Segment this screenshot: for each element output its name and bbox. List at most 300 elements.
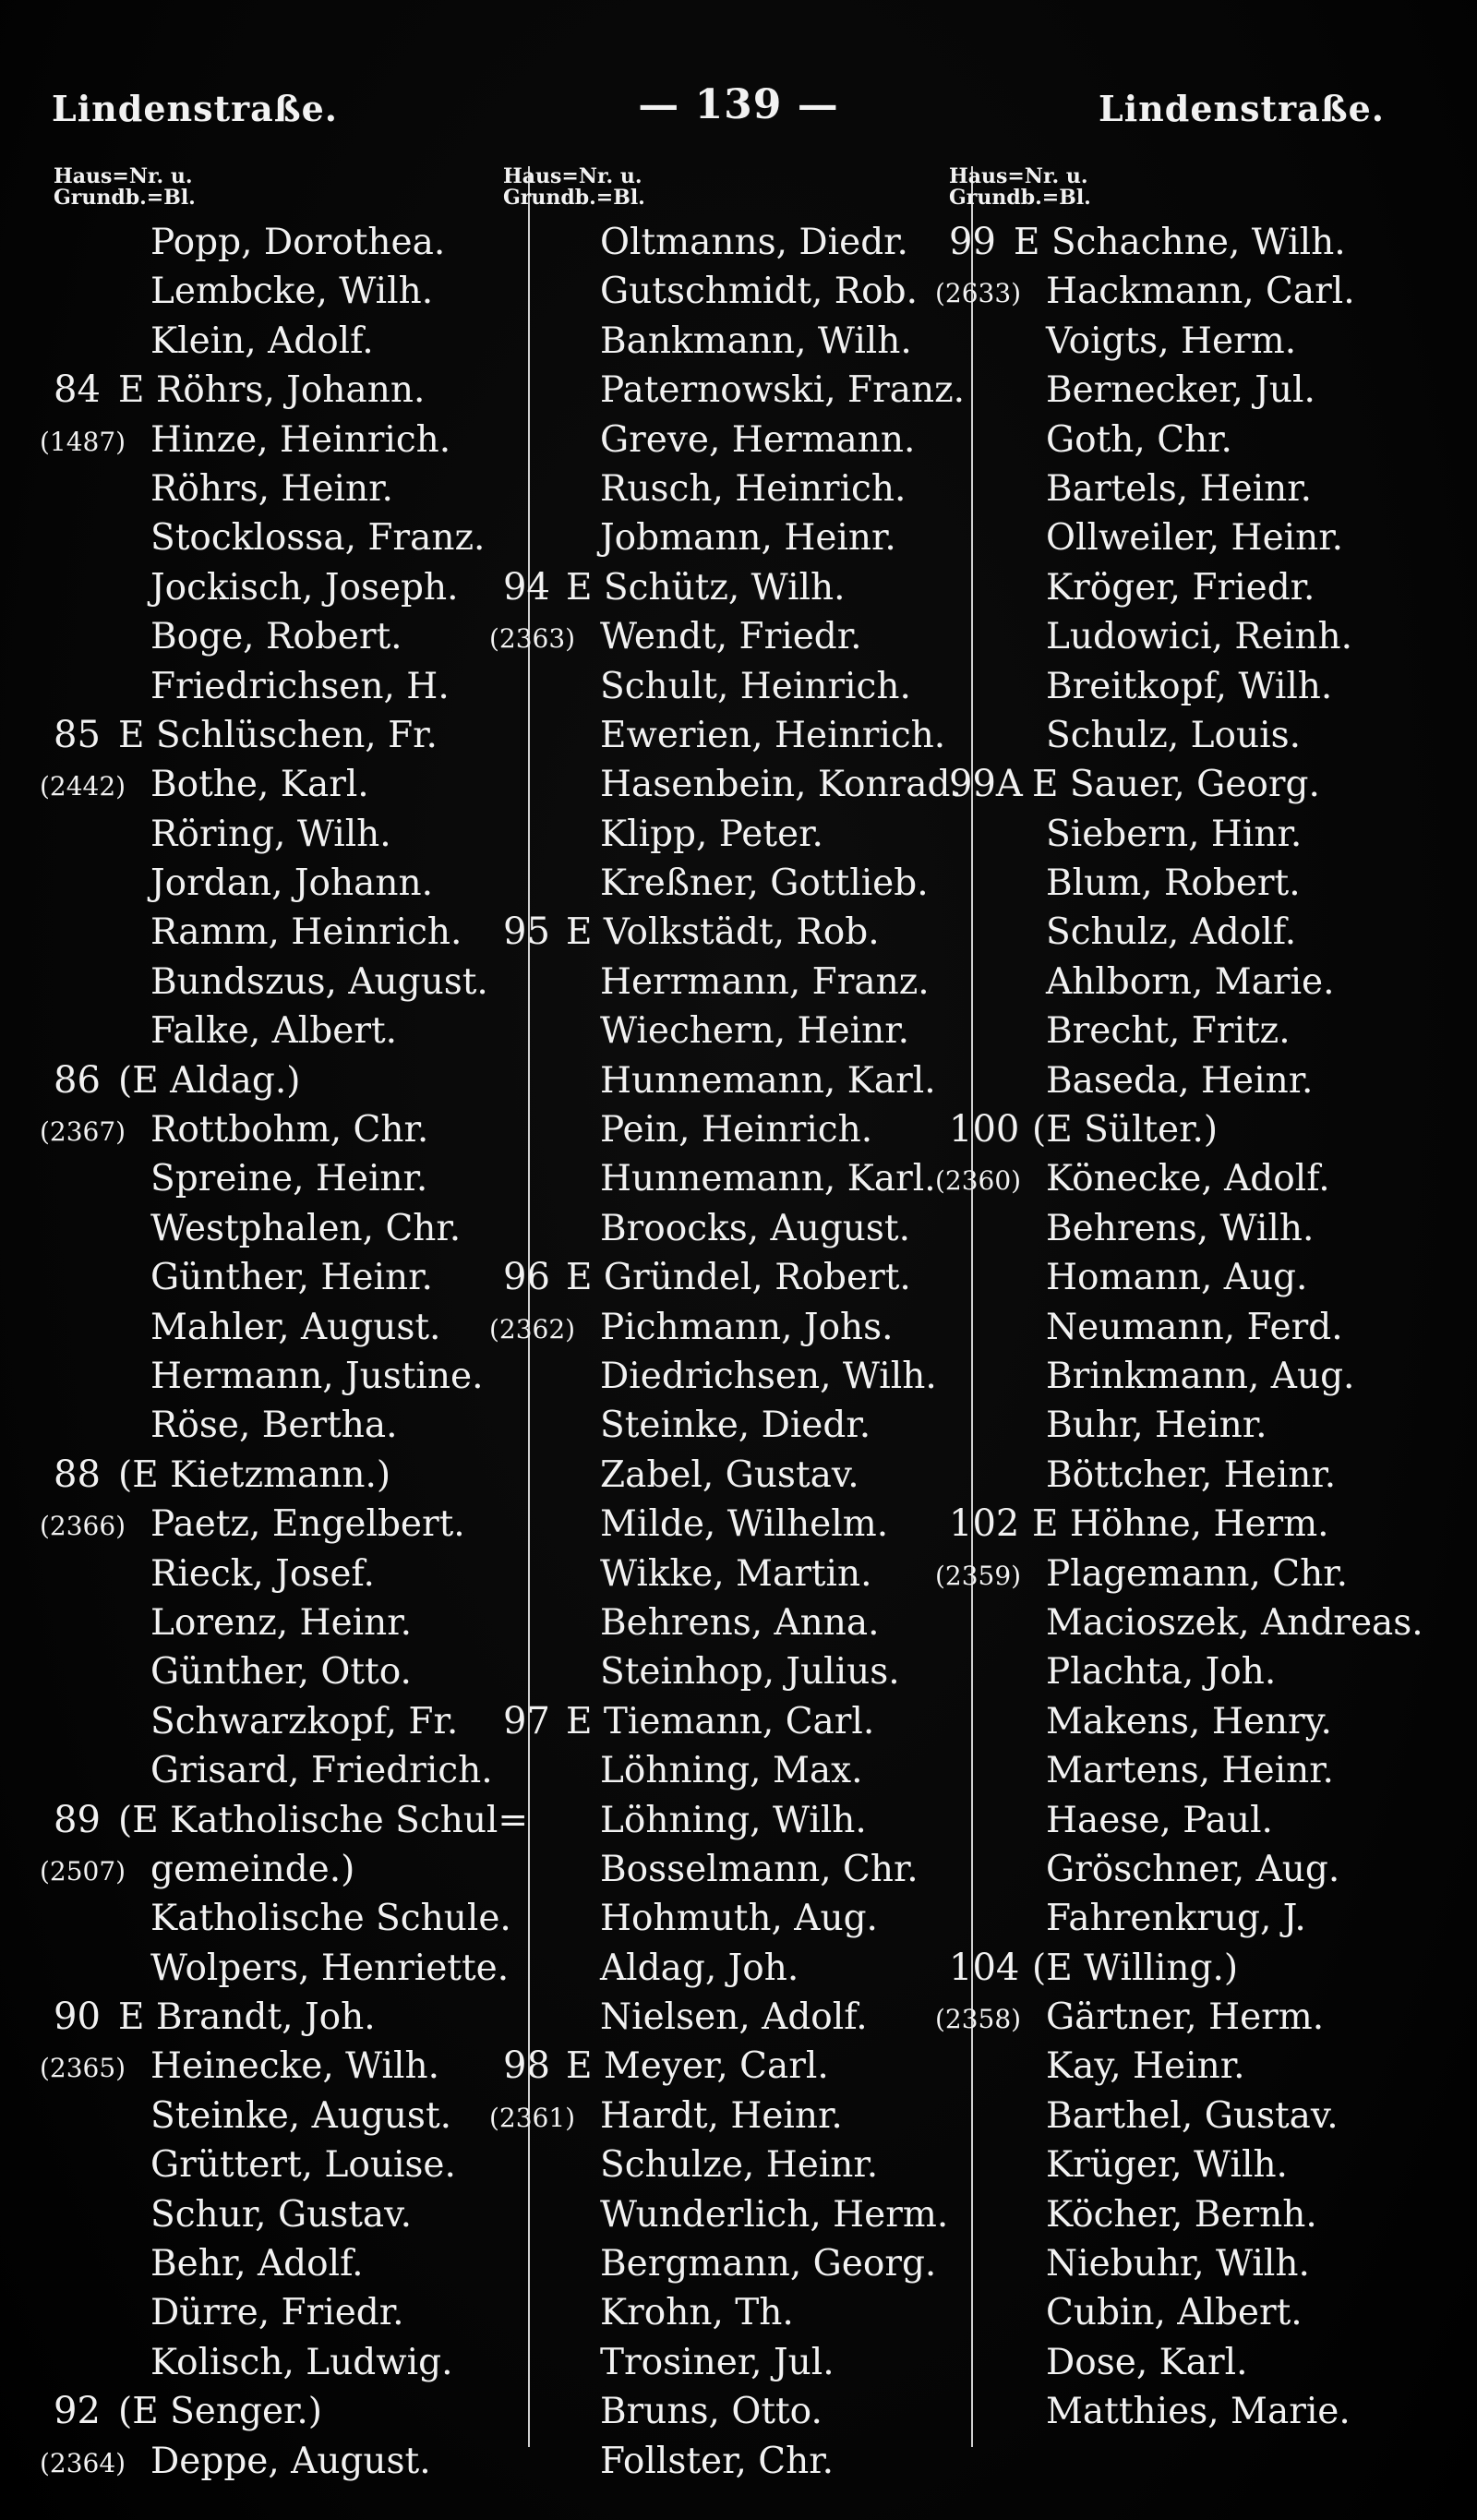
resident-name: E Schlüschen, Fr. xyxy=(118,714,438,756)
directory-entry xyxy=(54,1154,515,1203)
directory-entry xyxy=(503,267,965,316)
resident-name: Broocks, August. xyxy=(600,1207,910,1249)
resident-name: Wikke, Martin. xyxy=(600,1552,872,1595)
resident-name: Schwarzkopf, Fr. xyxy=(150,1700,459,1742)
resident-name: Ollweiler, Heinr. xyxy=(1046,517,1343,560)
resident-name: Matthies, Marie. xyxy=(1046,2391,1351,2433)
resident-name: Könecke, Adolf. xyxy=(1046,1158,1330,1200)
directory-entry xyxy=(503,2140,965,2189)
house-number: 98 xyxy=(503,2044,550,2088)
resident-name: Breitkopf, Wilh. xyxy=(1046,665,1333,707)
resident-name: Plagemann, Chr. xyxy=(1046,1552,1348,1595)
grundbuch-number: (2362) xyxy=(489,1313,576,1344)
page-number: — 139 — xyxy=(638,81,839,128)
resident-name: (E Sülter.) xyxy=(1032,1109,1219,1151)
house-number: 104 xyxy=(949,1946,1020,1989)
resident-name: Steinke, Diedr. xyxy=(600,1405,871,1447)
directory-entry xyxy=(54,1598,515,1647)
directory-entry xyxy=(949,2239,1466,2288)
resident-name: Westphalen, Chr. xyxy=(150,1207,462,1249)
directory-entry xyxy=(503,1697,965,1746)
resident-name: Buhr, Heinr. xyxy=(1046,1405,1267,1447)
house-number: 92 xyxy=(54,2390,101,2433)
directory-entry xyxy=(489,1303,965,1352)
resident-name: Böttcher, Heinr. xyxy=(1046,1453,1337,1496)
entry-list xyxy=(489,218,966,2486)
house-number: 100 xyxy=(949,1108,1020,1151)
resident-name: Hinze, Heinrich. xyxy=(150,418,451,461)
directory-entry xyxy=(54,612,515,661)
directory-entry xyxy=(949,464,1466,513)
resident-name: Paetz, Engelbert. xyxy=(150,1503,465,1546)
resident-name: Krüger, Wilh. xyxy=(1046,2144,1288,2187)
resident-name: Rusch, Heinrich. xyxy=(600,467,907,510)
directory-entry xyxy=(935,1993,1466,2042)
resident-name: Röring, Wilh. xyxy=(150,813,391,855)
resident-name: Günther, Otto. xyxy=(150,1651,412,1694)
directory-column-3 xyxy=(935,164,1466,2437)
resident-name: (E Willing.) xyxy=(1032,1947,1239,1989)
directory-entry xyxy=(489,2092,965,2140)
resident-name: Haese, Paul. xyxy=(1046,1799,1273,1841)
resident-name: Nielsen, Adolf. xyxy=(600,1996,868,2039)
resident-name: E Tiemann, Carl. xyxy=(566,1700,875,1742)
resident-name: Hunnemann, Karl. xyxy=(600,1158,936,1200)
house-number: 86 xyxy=(54,1058,101,1102)
resident-name: Schulze, Heinr. xyxy=(600,2144,879,2187)
house-number: 94 xyxy=(503,565,550,609)
directory-entry xyxy=(54,1056,515,1105)
resident-name: (E Senger.) xyxy=(118,2391,323,2433)
directory-entry xyxy=(54,1549,515,1598)
column-header xyxy=(503,166,965,212)
resident-name: Günther, Heinr. xyxy=(150,1257,433,1299)
resident-name: Rieck, Josef. xyxy=(150,1552,375,1595)
house-number: 95 xyxy=(503,910,550,954)
directory-entry xyxy=(503,1352,965,1401)
grundbuch-number: (2366) xyxy=(40,1511,126,1542)
grundbuch-number: (2507) xyxy=(40,1855,126,1887)
directory-entry xyxy=(503,366,965,415)
resident-name: Brinkmann, Aug. xyxy=(1046,1355,1355,1397)
directory-entry xyxy=(54,317,515,366)
directory-entry xyxy=(949,1500,1466,1549)
directory-entry xyxy=(40,1500,515,1549)
resident-name: Hackmann, Carl. xyxy=(1046,271,1355,313)
resident-name: Ludowici, Reinh. xyxy=(1046,616,1352,658)
directory-entry xyxy=(503,2338,965,2387)
house-number: 96 xyxy=(503,1256,550,1299)
resident-name: Trosiner, Jul. xyxy=(600,2341,835,2383)
directory-entry xyxy=(949,1796,1466,1845)
directory-entry xyxy=(949,1697,1466,1746)
resident-name: Goth, Chr. xyxy=(1046,418,1232,461)
resident-name: E Schütz, Wilh. xyxy=(566,566,846,609)
resident-name: Neumann, Ferd. xyxy=(1046,1306,1343,1348)
header-grundbuch: Grundb.=Bl. xyxy=(54,186,196,210)
resident-name: Fahrenkrug, J. xyxy=(1046,1898,1306,1940)
directory-entry xyxy=(54,464,515,513)
directory-entry xyxy=(54,1697,515,1746)
directory-entry xyxy=(949,1845,1466,1894)
resident-name: Pein, Heinrich. xyxy=(600,1109,873,1151)
grundbuch-number: (2359) xyxy=(935,1560,1022,1591)
house-number: 89 xyxy=(54,1798,101,1841)
resident-name: Ramm, Heinrich. xyxy=(150,911,462,954)
resident-name: Ahlborn, Marie. xyxy=(1046,960,1335,1003)
directory-entry xyxy=(503,563,965,612)
directory-entry xyxy=(503,2437,965,2486)
resident-name: Rottbohm, Chr. xyxy=(150,1109,429,1151)
grundbuch-number: (2633) xyxy=(935,278,1022,309)
column-header xyxy=(949,166,1466,212)
directory-column-2 xyxy=(489,164,966,2486)
directory-entry xyxy=(40,1105,515,1154)
directory-entry xyxy=(503,1451,965,1500)
resident-name: Wolpers, Henriette. xyxy=(150,1947,510,1989)
directory-entry xyxy=(54,1007,515,1055)
resident-name: Follster, Chr. xyxy=(600,2440,834,2482)
directory-entry xyxy=(54,2239,515,2288)
directory-entry xyxy=(503,317,965,366)
resident-name: Schulz, Louis. xyxy=(1046,714,1301,756)
resident-name: Brecht, Fritz. xyxy=(1046,1010,1291,1053)
resident-name: Falke, Albert. xyxy=(150,1010,398,1053)
directory-entry xyxy=(935,267,1466,316)
directory-entry xyxy=(949,1944,1466,1993)
directory-entry xyxy=(54,2288,515,2337)
directory-entry xyxy=(949,810,1466,859)
directory-entry xyxy=(54,1993,515,2042)
directory-entry xyxy=(503,760,965,809)
directory-entry xyxy=(503,1598,965,1647)
directory-entry xyxy=(54,2190,515,2239)
resident-name: Bergmann, Georg. xyxy=(600,2243,937,2285)
directory-entry xyxy=(54,1303,515,1352)
resident-name: Gärtner, Herm. xyxy=(1046,1996,1325,2039)
resident-name: Pichmann, Johs. xyxy=(600,1306,894,1348)
grundbuch-number: (2364) xyxy=(40,2447,126,2478)
resident-name: Baseda, Heinr. xyxy=(1046,1059,1314,1102)
resident-name: Deppe, August. xyxy=(150,2440,431,2482)
resident-name: E Brandt, Joh. xyxy=(118,1996,376,2039)
grundbuch-number: (2442) xyxy=(40,771,126,802)
directory-entry xyxy=(54,366,515,415)
directory-entry xyxy=(40,2437,515,2486)
resident-name: Plachta, Joh. xyxy=(1046,1651,1277,1694)
grundbuch-number: (2358) xyxy=(935,2004,1022,2035)
directory-entry xyxy=(503,1746,965,1795)
directory-entry xyxy=(503,218,965,267)
resident-name: Jockisch, Joseph. xyxy=(150,566,459,609)
directory-entry xyxy=(949,366,1466,415)
directory-entry xyxy=(949,2338,1466,2387)
resident-name: E Volkstädt, Rob. xyxy=(566,911,880,954)
resident-name: Katholische Schule. xyxy=(150,1898,511,1940)
directory-entry xyxy=(54,1204,515,1253)
directory-entry xyxy=(40,2042,515,2091)
resident-name: Makens, Henry. xyxy=(1046,1700,1332,1742)
directory-entry xyxy=(503,2190,965,2239)
resident-name: Spreine, Heinr. xyxy=(150,1158,428,1200)
resident-name: Köcher, Bernh. xyxy=(1046,2193,1317,2236)
directory-entry xyxy=(503,2042,965,2091)
resident-name: Hohmuth, Aug. xyxy=(600,1898,878,1940)
directory-entry xyxy=(54,711,515,760)
house-number: 88 xyxy=(54,1453,101,1496)
resident-name: Greve, Hermann. xyxy=(600,418,916,461)
directory-entry xyxy=(949,563,1466,612)
resident-name: Zabel, Gustav. xyxy=(600,1453,859,1496)
resident-name: Kay, Heinr. xyxy=(1046,2045,1245,2088)
directory-entry xyxy=(949,612,1466,661)
directory-entry xyxy=(503,416,965,464)
directory-entry xyxy=(54,1647,515,1696)
resident-name: E Sauer, Georg. xyxy=(1032,764,1320,806)
directory-entry xyxy=(54,2338,515,2387)
directory-entry xyxy=(949,2387,1466,2436)
directory-entry xyxy=(949,2190,1466,2239)
directory-entry xyxy=(54,1253,515,1302)
directory-entry xyxy=(503,1549,965,1598)
resident-name: Bankmann, Wilh. xyxy=(600,320,912,362)
resident-name: Barthel, Gustav. xyxy=(1046,2094,1339,2137)
directory-entry xyxy=(503,1056,965,1105)
resident-name: Löhning, Max. xyxy=(600,1750,863,1792)
header-house-no: Haus=Nr. u. xyxy=(503,164,642,188)
directory-entry xyxy=(54,1746,515,1795)
directory-entry xyxy=(54,218,515,267)
directory-entry xyxy=(503,513,965,562)
resident-name: Martens, Heinr. xyxy=(1046,1750,1334,1792)
resident-name: Homann, Aug. xyxy=(1046,1257,1308,1299)
directory-entry xyxy=(503,810,965,859)
resident-name: Hardt, Heinr. xyxy=(600,2094,843,2137)
resident-name: Dose, Karl. xyxy=(1046,2341,1248,2383)
resident-name: E Höhne, Herm. xyxy=(1032,1503,1329,1546)
resident-name: Behrens, Wilh. xyxy=(1046,1207,1315,1249)
resident-name: Krohn, Th. xyxy=(600,2292,794,2334)
resident-name: Wunderlich, Herm. xyxy=(600,2193,949,2236)
directory-entry xyxy=(503,1253,965,1302)
resident-name: Behrens, Anna. xyxy=(600,1601,880,1644)
directory-entry xyxy=(949,1352,1466,1401)
directory-entry xyxy=(503,1105,965,1154)
directory-entry xyxy=(503,662,965,711)
directory-entry xyxy=(54,859,515,908)
directory-entry xyxy=(54,908,515,957)
directory-entry xyxy=(949,1746,1466,1795)
resident-name: Mahler, August. xyxy=(150,1306,441,1348)
directory-entry xyxy=(949,1598,1466,1647)
resident-name: Aldag, Joh. xyxy=(600,1947,799,1989)
directory-entry xyxy=(54,563,515,612)
resident-name: Kreßner, Gottlieb. xyxy=(600,862,929,905)
resident-name: Bosselmann, Chr. xyxy=(600,1848,919,1890)
grundbuch-number: (2360) xyxy=(935,1165,1022,1197)
directory-entry xyxy=(503,1647,965,1696)
resident-name: Bothe, Karl. xyxy=(150,764,369,806)
directory-entry xyxy=(489,612,965,661)
resident-name: Hunnemann, Karl. xyxy=(600,1059,936,1102)
directory-entry xyxy=(949,416,1466,464)
resident-name: Klipp, Peter. xyxy=(600,813,823,855)
resident-name: Popp, Dorothea. xyxy=(150,222,446,263)
resident-name: Grisard, Friedrich. xyxy=(150,1750,493,1792)
resident-name: gemeinde.) xyxy=(150,1848,355,1890)
directory-entry xyxy=(949,513,1466,562)
directory-entry xyxy=(503,958,965,1007)
house-number: 102 xyxy=(949,1502,1020,1546)
directory-entry xyxy=(40,1845,515,1894)
house-number: 97 xyxy=(503,1699,550,1742)
directory-entry xyxy=(949,1303,1466,1352)
resident-name: Röse, Bertha. xyxy=(150,1405,398,1447)
resident-name: Steinke, August. xyxy=(150,2094,452,2137)
directory-entry xyxy=(54,2387,515,2436)
resident-name: Stocklossa, Franz. xyxy=(150,517,486,560)
header-grundbuch: Grundb.=Bl. xyxy=(503,186,645,210)
resident-name: (E Aldag.) xyxy=(118,1059,301,1102)
directory-entry xyxy=(949,1451,1466,1500)
resident-name: Wiechern, Heinr. xyxy=(600,1010,909,1053)
resident-name: Kolisch, Ludwig. xyxy=(150,2341,453,2383)
resident-name: Grüttert, Louise. xyxy=(150,2144,456,2187)
directory-entry xyxy=(54,267,515,316)
directory-entry xyxy=(54,810,515,859)
directory-entry xyxy=(54,1944,515,1993)
directory-entry xyxy=(54,513,515,562)
resident-name: Steinhop, Julius. xyxy=(600,1651,900,1694)
resident-name: Herrmann, Franz. xyxy=(600,960,930,1003)
resident-name: Schulz, Adolf. xyxy=(1046,911,1297,954)
resident-name: Jordan, Johann. xyxy=(150,862,434,905)
directory-entry xyxy=(503,1154,965,1203)
directory-entry xyxy=(503,1204,965,1253)
resident-name: Lorenz, Heinr. xyxy=(150,1601,412,1644)
directory-entry xyxy=(503,464,965,513)
directory-entry xyxy=(54,2140,515,2189)
directory-entry xyxy=(54,1352,515,1401)
directory-entry xyxy=(503,711,965,760)
resident-name: Boge, Robert. xyxy=(150,616,402,658)
house-number: 99A xyxy=(949,763,1023,806)
resident-name: Bernecker, Jul. xyxy=(1046,369,1315,412)
resident-name: Diedrichsen, Wilh. xyxy=(600,1355,937,1397)
resident-name: Bundszus, August. xyxy=(150,960,488,1003)
grundbuch-number: (1487) xyxy=(40,426,126,457)
directory-entry xyxy=(949,1007,1466,1055)
grundbuch-number: (2365) xyxy=(40,2053,126,2084)
resident-name: E Gründel, Robert. xyxy=(566,1257,911,1299)
directory-entry xyxy=(503,908,965,957)
resident-name: Schult, Heinrich. xyxy=(600,665,911,707)
directory-entry xyxy=(503,2387,965,2436)
resident-name: Löhning, Wilh. xyxy=(600,1799,867,1841)
column-header xyxy=(54,166,515,212)
directory-entry xyxy=(949,2140,1466,2189)
directory-entry xyxy=(949,1401,1466,1450)
resident-name: Siebern, Hinr. xyxy=(1046,813,1303,855)
entry-list xyxy=(935,218,1466,2437)
directory-entry xyxy=(949,1253,1466,1302)
directory-entry xyxy=(949,2092,1466,2140)
resident-name: Paternowski, Franz. xyxy=(600,369,966,412)
header-house-no: Haus=Nr. u. xyxy=(949,164,1088,188)
resident-name: (E Katholische Schul= xyxy=(118,1799,529,1841)
directory-entry xyxy=(949,1105,1466,1154)
resident-name: Bartels, Heinr. xyxy=(1046,467,1313,510)
directory-entry xyxy=(949,711,1466,760)
resident-name: Ewerien, Heinrich. xyxy=(600,714,946,756)
directory-entry xyxy=(949,662,1466,711)
resident-name: Dürre, Friedr. xyxy=(150,2292,404,2334)
grundbuch-number: (2363) xyxy=(489,623,576,655)
house-number: 84 xyxy=(54,368,101,412)
directory-entry xyxy=(503,1944,965,1993)
resident-name: Jobmann, Heinr. xyxy=(600,517,896,560)
directory-entry xyxy=(54,2092,515,2140)
resident-name: Macioszek, Andreas. xyxy=(1046,1601,1423,1644)
resident-name: Blum, Robert. xyxy=(1046,862,1301,905)
directory-entry xyxy=(949,1647,1466,1696)
directory-entry xyxy=(40,416,515,464)
resident-name: Röhrs, Heinr. xyxy=(150,467,393,510)
directory-entry xyxy=(54,1894,515,1943)
directory-entry xyxy=(54,958,515,1007)
resident-name: Niebuhr, Wilh. xyxy=(1046,2243,1310,2285)
running-head-right: Lindenstraße. xyxy=(1098,88,1385,129)
directory-entry xyxy=(949,2288,1466,2337)
directory-entry xyxy=(503,1845,965,1894)
directory-entry xyxy=(935,1549,1466,1598)
directory-entry xyxy=(503,1500,965,1549)
resident-name: Milde, Wilhelm. xyxy=(600,1503,889,1546)
directory-entry xyxy=(949,958,1466,1007)
resident-name: Heinecke, Wilh. xyxy=(150,2045,439,2088)
resident-name: Gutschmidt, Rob. xyxy=(600,271,919,313)
resident-name: Voigts, Herm. xyxy=(1046,320,1297,362)
directory-entry xyxy=(503,2239,965,2288)
header-grundbuch: Grundb.=Bl. xyxy=(949,186,1091,210)
resident-name: Oltmanns, Diedr. xyxy=(600,222,908,263)
directory-entry xyxy=(503,1993,965,2042)
directory-entry xyxy=(503,2288,965,2337)
resident-name: Lembcke, Wilh. xyxy=(150,271,434,313)
resident-name: Friedrichsen, H. xyxy=(150,665,450,707)
resident-name: E Meyer, Carl. xyxy=(566,2045,829,2088)
directory-entry xyxy=(503,1894,965,1943)
resident-name: Bruns, Otto. xyxy=(600,2391,823,2433)
resident-name: Kröger, Friedr. xyxy=(1046,566,1315,609)
directory-entry xyxy=(949,317,1466,366)
running-head-left: Lindenstraße. xyxy=(52,88,339,129)
directory-entry xyxy=(949,1204,1466,1253)
directory-entry xyxy=(54,1401,515,1450)
directory-entry xyxy=(40,760,515,809)
house-number: 85 xyxy=(54,713,101,756)
directory-entry xyxy=(949,1894,1466,1943)
directory-entry xyxy=(949,908,1466,957)
directory-entry xyxy=(503,1401,965,1450)
directory-entry xyxy=(949,1056,1466,1105)
resident-name: Schur, Gustav. xyxy=(150,2193,412,2236)
directory-entry xyxy=(935,1154,1466,1203)
resident-name: E Röhrs, Johann. xyxy=(118,369,426,412)
house-number: 99 xyxy=(949,221,996,263)
house-number: 90 xyxy=(54,1996,101,2039)
resident-name: Hasenbein, Konrad. xyxy=(600,764,962,806)
